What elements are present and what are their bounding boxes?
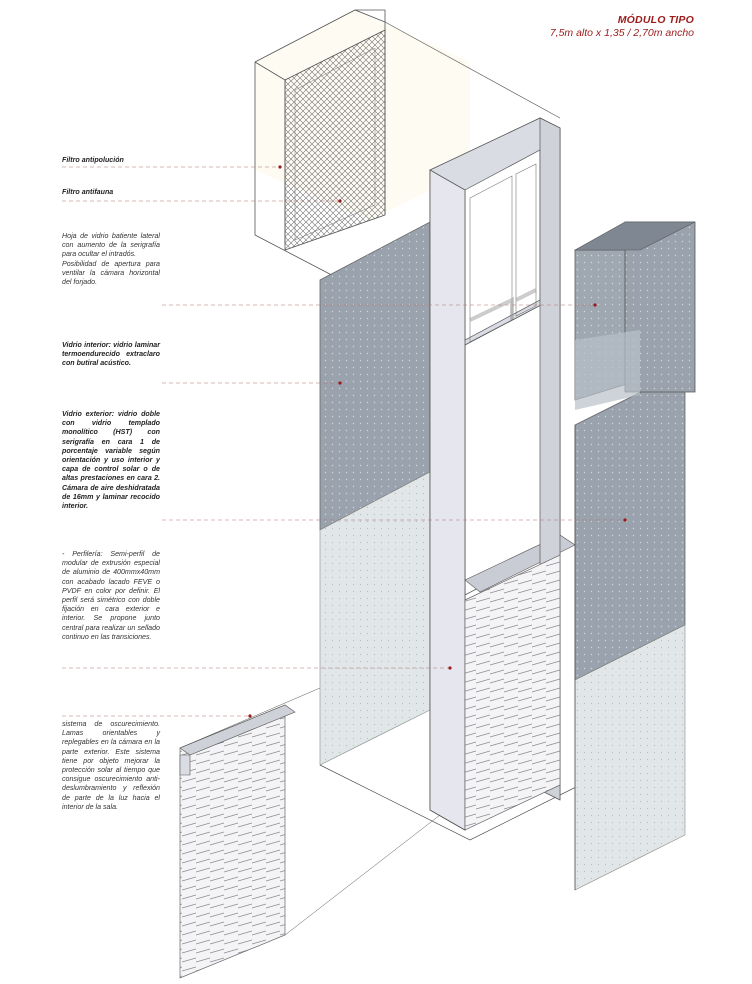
frame-louvres [465, 555, 560, 830]
diagram-title: MÓDULO TIPO [617, 14, 694, 26]
label-vidrio-interior: Vidrio interior: vidrio laminar termoendurecido extraclaro con butiral acústico. [62, 341, 160, 368]
label-perfileria: - Perfilería: Semi-perfil de modular de extrusión especial de aluminio de 400mmx40mm con acabado lacado FEVE o PVDF en color por definir. El perfil será simétrico con doble fijación en cara exterior e interior. Se propone junto central para realizar un sellado continuo en las transiciones. [62, 550, 160, 641]
outer-glass-pane [575, 370, 685, 890]
diagram-subtitle: 7,5m alto x 1,35 / 2,70m ancho [549, 27, 694, 39]
label-filtro-antipolucion: Filtro antipolución [62, 156, 124, 164]
label-hoja-vidrio: Hoja de vidrio batiente lateral con aumento de la serigrafía para ocultar el intradós. Posibilidad de apertura para ventilar la cámara horizontal del forjado. [62, 232, 160, 287]
exploded-louvre-pack [180, 688, 440, 978]
label-oscurecimiento: sistema de oscurecimiento. Lamas orientables y replegables en la cámara en la parte exterior. Este sistema tiene por objeto mejorar la protección solar al tiempo que consigue oscurecimiento anti-deslumbramiento y reflexión de parte de la luz hacia el interior de la sala. [62, 720, 160, 811]
label-filtro-antifauna: Filtro antifauna [62, 188, 114, 196]
label-vidrio-exterior: Vidrio exterior: vidrio doble con vidrio templado monolítico (HST) con serigrafía en cara 1 de porcentaje variable según orientación y uso interior y capa de control solar o de altas prestaciones en cara 2. Cámara de aire deshidratada de 16mm y laminar recocido interior. [62, 410, 160, 511]
side-glass-leaf [575, 222, 695, 410]
